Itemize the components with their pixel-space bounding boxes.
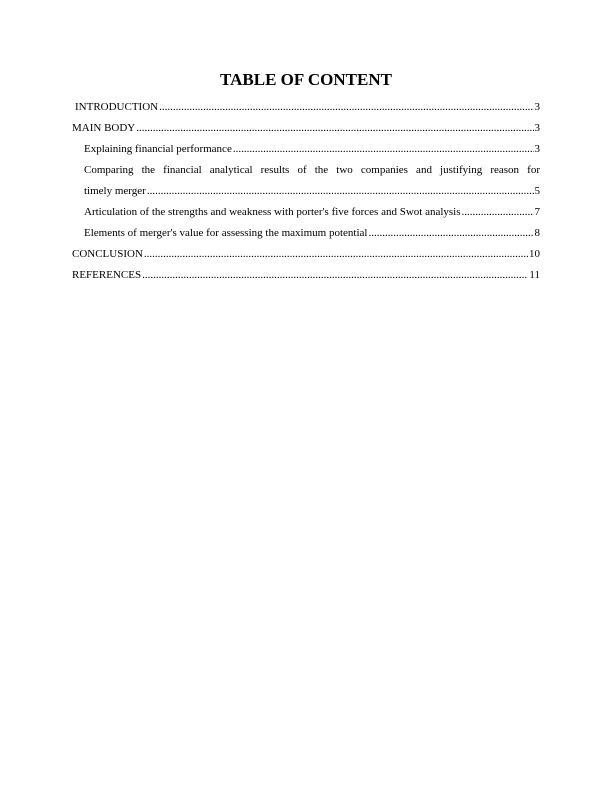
toc-entry-strengths-weakness[interactable] [72, 202, 540, 223]
toc-entry-comparing-financial-results[interactable] [72, 160, 540, 202]
toc-page-number: 3 [534, 143, 540, 155]
toc-page-number: 10 [529, 248, 540, 260]
toc-page-number: 7 [534, 206, 540, 218]
toc-leader-dots [233, 139, 534, 160]
toc-entry-references[interactable] [72, 265, 540, 286]
toc-entry-label: REFERENCES [72, 269, 142, 281]
toc-entry-label: INTRODUCTION [75, 101, 159, 113]
toc-entry-label: Articulation of the strengths and weakness with porter's five forces and Swot analysis [84, 206, 461, 218]
toc-entry-label: CONCLUSION [72, 248, 143, 260]
toc-page-number: 11 [529, 269, 540, 281]
toc-entry-introduction[interactable] [72, 97, 540, 118]
toc-leader-dots [159, 97, 533, 118]
toc-title: TABLE OF CONTENT [220, 70, 392, 89]
toc-entry-main-body[interactable] [72, 118, 540, 139]
toc-leader-dots [147, 181, 534, 202]
toc-entry-conclusion[interactable] [72, 244, 540, 265]
toc-leader-dots [368, 223, 533, 244]
table-of-contents [72, 97, 540, 286]
toc-page-number: 5 [534, 185, 540, 197]
toc-entry-elements-of-merger-value[interactable] [72, 223, 540, 244]
toc-leader-dots [136, 118, 533, 139]
toc-page-number: 8 [534, 227, 540, 239]
toc-leader-dots [144, 244, 528, 265]
toc-page-number: 3 [534, 101, 540, 113]
toc-leader-dots [462, 202, 534, 223]
toc-entry-label: Elements of merger's value for assessing the maximum potential [84, 227, 368, 239]
toc-entry-continuation [72, 181, 540, 202]
toc-entry-explaining-financial-performance[interactable] [72, 139, 540, 160]
toc-entry-label-line2: timely merger [84, 185, 146, 197]
toc-page-number: 3 [534, 122, 540, 134]
toc-entry-label: Explaining financial performance [84, 143, 232, 155]
toc-entry-label-line1: Comparing the financial analytical results of the two companies and justifying reason for [84, 164, 540, 176]
toc-leader-dots [142, 265, 528, 286]
toc-entry-label: MAIN BODY [72, 122, 136, 134]
